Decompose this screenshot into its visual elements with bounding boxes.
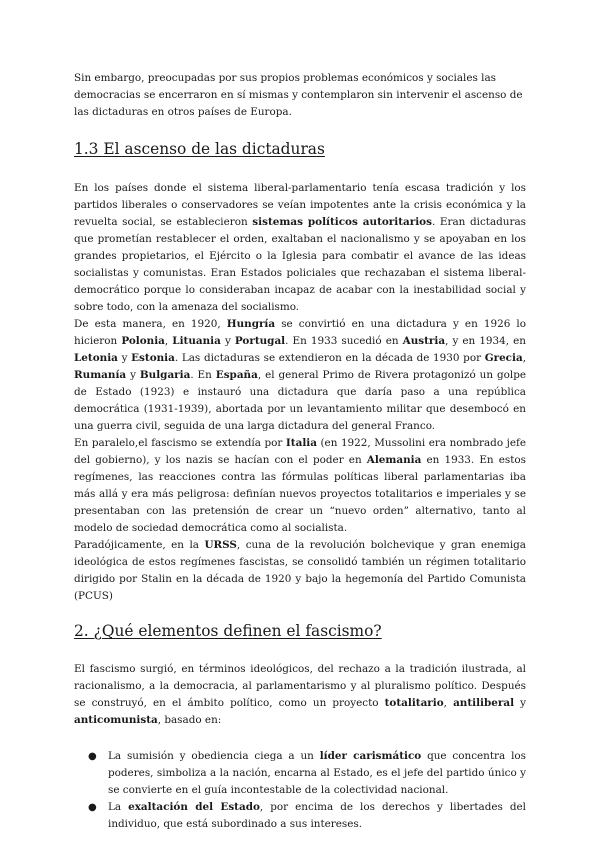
section-2-heading: 2. ¿Qué elementos definen el fascismo? <box>74 622 382 640</box>
section-2-body <box>74 661 526 833</box>
bold-term: Portugal <box>234 335 286 347</box>
paragraph-dictatorship-countries: De esta manera, en 1920, Hungría se convirtió en una dictadura y en 1926 lo hicieron Polonia, Lituania y Portugal. En 1933 sucedió en Austria, y en 1934, en Letonia y Estonia. Las dictaduras se extendieron en la década de 1930 por Grecia, Rumanía y Bulgaria. En España, el general Primo de Rivera protagonizó un golpe de Estado (1923) e instauró una dictadura que daría paso a una república democrática (1931-1939), abortada por un levantamiento militar que desembocó en una guerra civil, seguida de una larga dictadura del general Franco. <box>74 318 527 432</box>
bold-term: Bulgaria <box>139 369 191 381</box>
bold-term: Grecia <box>484 352 523 364</box>
bold-term: Italia <box>285 437 317 449</box>
paragraph-fascism-definition: El fascismo surgió, en términos ideológicos, del rechazo a la tradición ilustrada, al racionalismo, a la democracia, al parlamentarismo y al pluralismo político. Después se construyó, en el ámbito político, como un proyecto totalitario, antiliberal y anticomunista, basado en: <box>74 663 526 726</box>
list-item <box>88 748 526 799</box>
intro-paragraph: Sin embargo, preocupadas por sus propios problemas económicos y sociales las democracias se encerraron en sí mismas y contemplaron sin intervenir el ascenso de las dictaduras en otros países de Europa. <box>74 72 523 118</box>
list-item-text: La exaltación del Estado, por encima de los derechos y libertades del individuo, que está subordinado a sus intereses. <box>108 801 526 830</box>
bold-term: Estonia <box>131 352 175 364</box>
bold-term: España <box>215 369 258 381</box>
bold-term: antiliberal <box>453 697 515 709</box>
bold-term: Alemania <box>366 454 422 466</box>
bullet-icon: ● <box>88 802 97 813</box>
list-item-text: La sumisión y obediencia ciega a un líder carismático que concentra los poderes, simboliza a la nación, encarna al Estado, es el jefe del partido único y se convierte en el guía incontestable de la colectividad nacional. <box>108 750 526 796</box>
bold-term: Hungría <box>226 318 276 330</box>
paragraph-urss: Paradójicamente, en la URSS, cuna de la revolución bolchevique y gran enemiga ideológica de estos regímenes fascistas, se consolidó también un régimen totalitario dirigido por Stalin en la década de 1920 y bajo la hegemonía del Partido Comunista (PCUS) <box>74 539 526 602</box>
bold-term: Letonia <box>74 352 118 364</box>
bold-term: anticomunista <box>74 714 158 726</box>
bold-term: líder carismático <box>319 750 422 762</box>
bold-term: Austria <box>402 335 446 347</box>
paragraph-fascism-spread: En paralelo,el fascismo se extendía por Italia (en 1922, Mussolini era nombrado jefe del gobierno), y los nazis se hacían con el poder en Alemania en 1933. En estos regímenes, las reacciones contra las fórmulas políticas liberal parlamentarias iba más allá y era más peligrosa: definían nuevos proyectos totalitarios e imperiales y se presentaban con las pretensión de crear un “nuevo orden” alternativo, tanto al modelo de sociedad democrática como al socialista. <box>74 437 526 534</box>
bold-term: sistemas políticos autoritarios <box>252 216 432 228</box>
section-1-3-heading: 1.3 El ascenso de las dictaduras <box>74 140 325 158</box>
section-1-3-body <box>74 180 526 605</box>
bold-term: totalitario <box>384 697 444 709</box>
bold-term: URSS <box>204 539 237 551</box>
bold-term: Lituania <box>172 335 221 347</box>
bold-term: Polonia <box>121 335 165 347</box>
list-item <box>88 799 526 833</box>
bold-term: exaltación del Estado <box>128 801 260 813</box>
bold-term: Rumanía <box>74 369 127 381</box>
bullet-icon: ● <box>88 751 97 762</box>
fascism-elements-list <box>74 748 526 833</box>
paragraph-authoritarian-systems: En los países donde el sistema liberal-parlamentario tenía escasa tradición y los partidos liberales o conservadores se veían impotentes ante la crisis económica y la revuelta social, se establecieron sistemas políticos autoritarios. Eran dictaduras que prometían restablecer el orden, exaltaban el nacionalismo y se apoyaban en los grandes propietarios, el Ejército o la Iglesia para combatir el avance de las ideas socialistas y comunistas. Eran Estados policiales que rechazaban el sistema liberal-democrático porque lo consideraban incapaz de acabar con la inestabilidad social y sobre todo, con la amenaza del socialismo. <box>74 182 526 313</box>
